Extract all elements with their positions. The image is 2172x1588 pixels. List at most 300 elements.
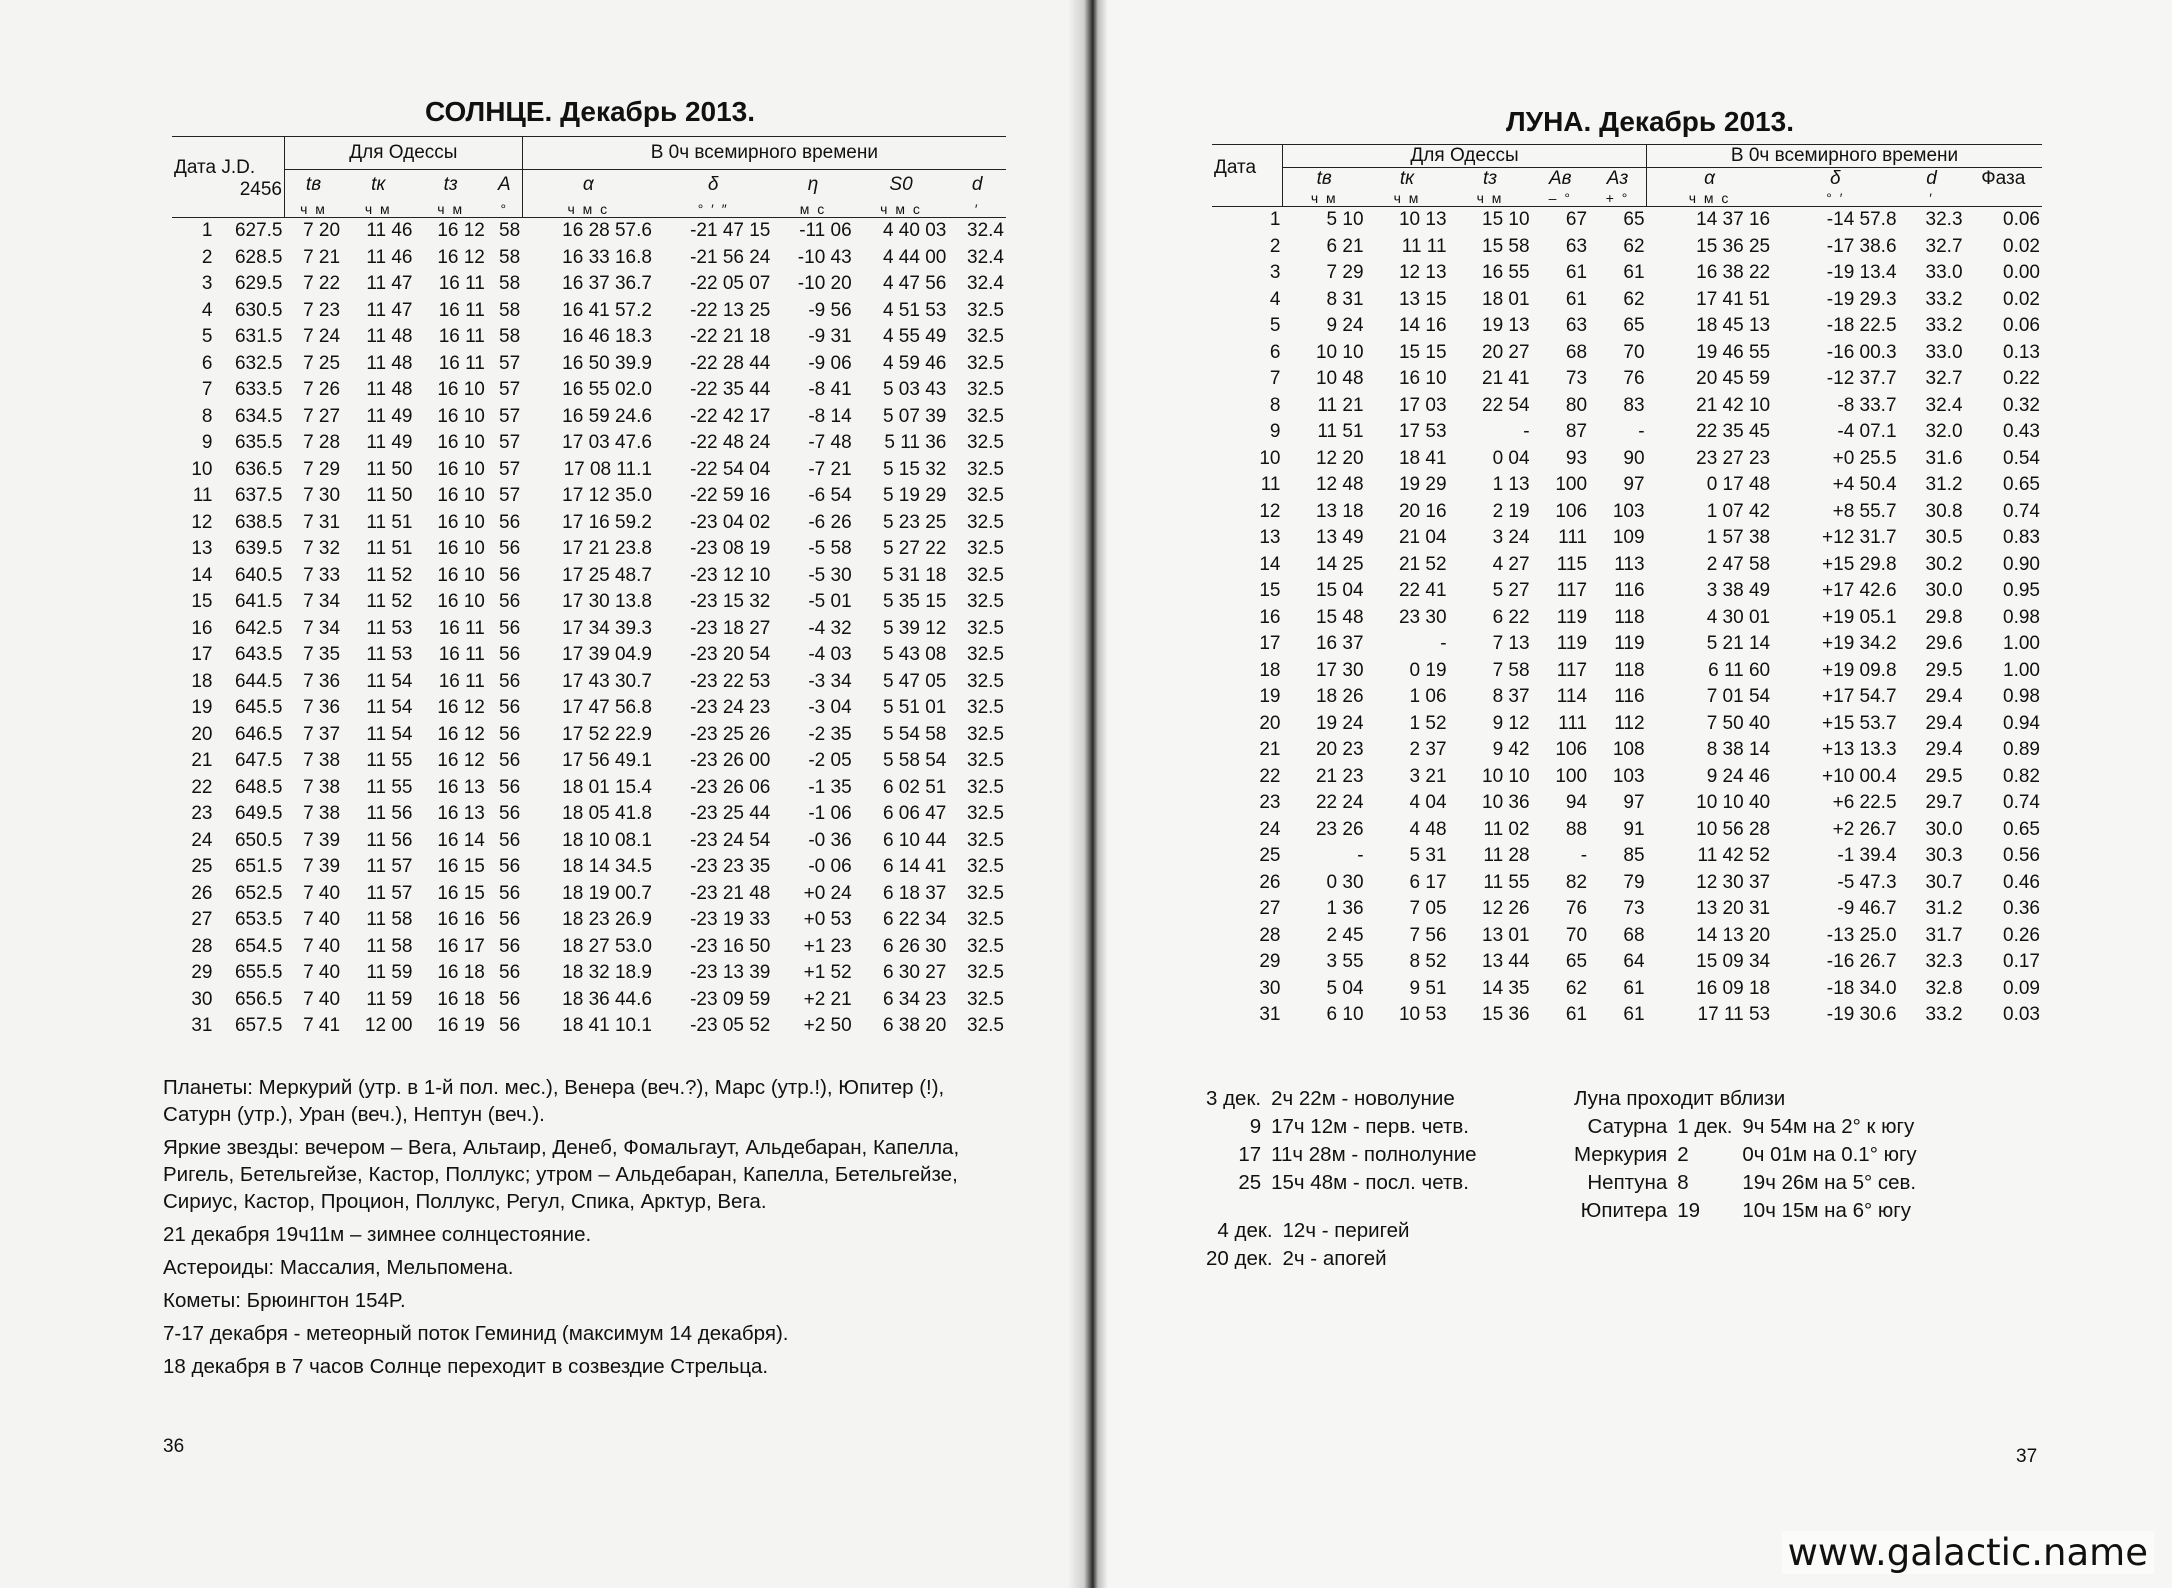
sun-cell: 17 30 13.8: [562, 591, 652, 612]
table-row: [172, 563, 1006, 590]
apsis-row: [1202, 1246, 1413, 1272]
sun-cell: -0 06: [808, 856, 852, 877]
near-row: [1570, 1198, 1921, 1224]
sun-unit-cell: ч м: [437, 201, 465, 217]
moon-cell: 16 55: [1482, 262, 1530, 283]
sun-cell: 16 18: [437, 962, 485, 983]
sun-col-header: tз: [443, 174, 458, 196]
table-row: [1212, 631, 2042, 658]
sun-cell: -22 54 04: [690, 458, 771, 480]
table-row: [1212, 949, 2042, 976]
sun-col-header: A: [497, 174, 511, 196]
moon-cell: 4 30 01: [1706, 606, 1771, 628]
sun-cell: 16 12: [437, 750, 485, 771]
moon-cell: 103: [1612, 500, 1645, 522]
moon-column-headers: [1212, 168, 2042, 191]
sun-cell: 32.5: [967, 432, 1004, 453]
moon-date-cell: 8: [1269, 394, 1281, 416]
sun-cell: 32.5: [967, 299, 1004, 321]
phase-row: [1202, 1114, 1481, 1140]
sun-cell: 11 56: [366, 829, 413, 851]
sun-cell: 56: [499, 591, 521, 612]
day: 2: [201, 246, 213, 268]
moon-cell: 65: [1565, 951, 1588, 972]
jd: 655.5: [234, 962, 283, 983]
moon-cell: 31.2: [1925, 474, 1963, 495]
sun-title: СОЛНЦЕ. Декабрь 2013.: [424, 96, 756, 127]
moon-cell: 2 37: [1409, 739, 1447, 760]
jd: 645.5: [234, 697, 283, 718]
sun-cell: -3 04: [808, 697, 852, 718]
moon-date-cell: 5: [1269, 315, 1281, 336]
moon-cell: 32.3: [1925, 209, 1963, 230]
phase-row-cell: 25: [1238, 1171, 1262, 1194]
moon-col-header: Фаза: [1981, 168, 2026, 189]
moon-cell: -19 30.6: [1826, 1004, 1897, 1025]
sun-cell: -8 41: [808, 379, 852, 400]
sun-unit-cell: ч м с: [880, 201, 922, 217]
moon-cell: +6 22.5: [1832, 792, 1897, 813]
phase-row-cell: 2ч 22м - новолуние: [1271, 1087, 1455, 1110]
sun-cell: -22 13 25: [690, 299, 771, 321]
sun-cell: 11 48: [366, 379, 413, 400]
sun-cell: 18 19 00.7: [562, 882, 652, 904]
table-row: [172, 828, 1006, 855]
near-row-cell: 19ч 26м на 5° сев.: [1742, 1171, 1917, 1194]
moon-cell: 70: [1623, 341, 1645, 363]
sun-cell: 32.4: [967, 273, 1004, 294]
moon-cell: 15 04: [1315, 580, 1364, 601]
sun-cell: 56: [499, 697, 521, 718]
moon-cell: 11 42 52: [1697, 845, 1771, 866]
moon-date-cell: 12: [1259, 500, 1281, 522]
sun-date-cell: [172, 271, 285, 298]
table-row: [1212, 605, 2042, 632]
sun-cell: 11 48: [366, 326, 413, 347]
moon-cell: 65: [1623, 315, 1645, 336]
sun-cell: -22 42 17: [690, 405, 771, 427]
apsis-row-cell: 2ч - апогей: [1282, 1247, 1387, 1270]
moon-cell: 22 35 45: [1696, 421, 1771, 442]
moon-cell: 7 13: [1492, 633, 1530, 654]
sun-cell: 5 07 39: [882, 405, 947, 427]
sun-cell: 4 44 00: [882, 246, 947, 268]
sun-date-cell: [172, 642, 285, 669]
moon-date-cell: 18: [1259, 659, 1281, 681]
moon-cell: -: [1580, 845, 1588, 866]
sun-cell: 56: [499, 962, 521, 983]
table-row: [172, 960, 1006, 987]
sun-date-cell: [172, 483, 285, 510]
sun-date-cell: [172, 351, 285, 378]
sun-note: 21 декабря 19ч11м – зимнее солнцестояние.: [163, 1223, 592, 1246]
sun-cell: 16 17: [437, 935, 485, 957]
sun-cell: 11 46: [366, 246, 413, 268]
jd: 653.5: [234, 909, 283, 930]
table-row: [172, 907, 1006, 934]
phase-row-cell: 15ч 48м - посл. четв.: [1271, 1171, 1469, 1194]
moon-cell: 0.98: [2003, 606, 2040, 628]
sun-cell: -21 47 15: [690, 220, 771, 241]
sun-cell: 16 15: [437, 856, 485, 877]
table-row: [172, 457, 1006, 484]
day: 13: [191, 538, 213, 559]
moon-cell: -: [1357, 845, 1364, 866]
moon-cell: 93: [1565, 447, 1588, 469]
sun-cell: -23 15 32: [690, 591, 771, 612]
moon-title: ЛУНА. Декабрь 2013.: [1506, 106, 1794, 137]
sun-cell: 4 40 03: [882, 220, 947, 241]
sun-cell: 32.5: [967, 352, 1004, 374]
moon-cell: 0.02: [2003, 288, 2040, 310]
moon-date-cell: 27: [1259, 898, 1281, 919]
moon-cell: 9 51: [1409, 977, 1447, 999]
moon-cell: 29.7: [1925, 792, 1963, 813]
sun-cell: 5 43 08: [882, 644, 947, 665]
moon-date-cell: 16: [1259, 606, 1281, 628]
jd: 647.5: [234, 750, 283, 771]
sun-cell: 5 23 25: [882, 511, 947, 533]
moon-cell: 30.7: [1925, 871, 1963, 893]
sun-cell: 11 50: [366, 458, 413, 480]
moon-cell: -19 13.4: [1826, 262, 1897, 283]
sun-cell: 57: [499, 432, 521, 453]
sun-cell: 16 10: [437, 564, 485, 586]
sun-cell: 16 46 18.3: [562, 326, 652, 347]
moon-cell: 11 02: [1483, 818, 1530, 840]
table-row: [172, 1013, 1006, 1040]
sun-cell: -10 43: [797, 246, 852, 268]
sun-cell: 32.4: [967, 220, 1004, 241]
moon-header-odessa: Для Одессы: [1283, 145, 1647, 168]
sun-cell: -1 35: [808, 776, 852, 798]
sun-date-cell: [172, 589, 285, 616]
sun-cell: 17 34 39.3: [562, 617, 652, 639]
moon-table: [1212, 144, 2042, 1029]
moon-date-cell: 10: [1259, 447, 1281, 469]
moon-cell: 11 51: [1317, 421, 1364, 442]
moon-cell: 14 25: [1315, 553, 1364, 575]
table-row: [1212, 499, 2042, 526]
sun-cell: 16 12: [437, 697, 485, 718]
near-row-cell: Меркурия: [1574, 1143, 1668, 1166]
day: 28: [191, 935, 213, 957]
moon-cell: 88: [1565, 818, 1588, 840]
sun-cell: 11 49: [366, 405, 413, 427]
moon-cell: 10 48: [1315, 368, 1364, 389]
moon-cell: 79: [1623, 871, 1645, 893]
near-row-cell: 9ч 54м на 2° к югу: [1742, 1115, 1915, 1138]
moon-cell: 70: [1565, 924, 1588, 946]
sun-cell: -4 03: [808, 644, 852, 665]
sun-cell: -9 06: [808, 352, 852, 374]
sun-col-header: tк: [371, 174, 386, 196]
sun-date-cell: [172, 324, 285, 351]
jd: 631.5: [234, 326, 283, 347]
sun-cell: 56: [499, 644, 521, 665]
moon-cell: 31.2: [1925, 898, 1963, 919]
moon-cell: 14 16: [1398, 315, 1447, 336]
sun-cell: 56: [499, 882, 521, 904]
moon-cell: 0.65: [2003, 818, 2040, 840]
table-row: [1212, 207, 2042, 234]
moon-cell: 3 55: [1326, 951, 1364, 972]
near-row-cell: Нептуна: [1587, 1171, 1668, 1194]
sun-cell: +1 23: [803, 935, 852, 957]
day: 24: [191, 829, 213, 851]
sun-cell: 56: [499, 803, 521, 824]
moon-cell: 21 52: [1398, 553, 1447, 575]
moon-cell: -: [1523, 421, 1530, 442]
sun-cell: -23 24 54: [690, 829, 771, 851]
table-row: [172, 669, 1006, 696]
sun-cell: 18 32 18.9: [562, 962, 652, 983]
sun-date-cell: [172, 854, 285, 881]
sun-header-ut: В 0ч всемирного времени: [522, 137, 1006, 170]
sun-cell: 56: [499, 511, 521, 533]
sun-cell: 18 41 10.1: [562, 1015, 652, 1036]
moon-cell: +8 55.7: [1832, 500, 1897, 522]
jd: 630.5: [234, 299, 283, 321]
sun-cell: 11 57: [366, 882, 413, 904]
sun-cell: -22 21 18: [690, 326, 771, 347]
sun-cell: -5 01: [808, 591, 852, 612]
moon-cell: 118: [1614, 606, 1645, 628]
sun-date-cell: [172, 245, 285, 272]
moon-cell: 90: [1623, 447, 1645, 469]
table-row: [1212, 234, 2042, 261]
sun-cell: 16 33 16.8: [562, 246, 652, 268]
moon-date-cell: 28: [1259, 924, 1281, 946]
moon-cell: 14 13 20: [1696, 924, 1771, 946]
moon-cell: 17 11 53: [1697, 1004, 1771, 1025]
moon-cell: 1 13: [1492, 474, 1530, 495]
moon-cell: 106: [1555, 739, 1588, 760]
moon-cell: 0 19: [1409, 659, 1447, 681]
sun-cell: 11 58: [366, 935, 413, 957]
moon-cell: 5 04: [1326, 977, 1364, 999]
table-row: [172, 271, 1006, 298]
moon-date-cell: 9: [1269, 421, 1281, 442]
sun-cell: 16 10: [437, 405, 485, 427]
moon-cell: 23 27 23: [1696, 447, 1771, 469]
sun-date-cell: [172, 801, 285, 828]
moon-cell: 1 36: [1326, 898, 1364, 919]
jd: 633.5: [234, 379, 283, 400]
day: 30: [191, 988, 213, 1010]
sun-cell: 7 40: [303, 962, 341, 983]
jd: 654.5: [234, 935, 283, 957]
sun-cell: 7 20: [303, 220, 341, 241]
moon-cell: 32.0: [1925, 421, 1963, 442]
table-row: [172, 536, 1006, 563]
jd: 650.5: [234, 829, 283, 851]
moon-date-cell: 15: [1259, 580, 1281, 601]
moon-cell: 12 13: [1398, 262, 1447, 283]
table-row: [172, 695, 1006, 722]
table-row: [172, 404, 1006, 431]
sun-cell: 7 26: [303, 379, 341, 400]
moon-cell: 12 26: [1482, 898, 1530, 919]
moon-cell: 0.94: [2003, 712, 2040, 734]
moon-cell: 30.0: [1925, 580, 1963, 601]
moon-cell: 62: [1565, 977, 1588, 999]
day: 15: [191, 591, 213, 612]
moon-cell: 61: [1565, 1004, 1588, 1025]
sun-cell: 11 51: [366, 538, 413, 559]
sun-cell: 18 23 26.9: [562, 909, 652, 930]
sun-cell: 56: [499, 988, 521, 1010]
sun-cell: 32.5: [967, 803, 1004, 824]
moon-cell: 9 42: [1492, 739, 1530, 760]
moon-date-cell: 19: [1259, 686, 1281, 707]
jd: 638.5: [234, 511, 283, 533]
sun-table: [172, 136, 1006, 1040]
sun-cell: 56: [499, 776, 521, 798]
moon-cell: 62: [1623, 288, 1645, 310]
day: 10: [191, 458, 213, 480]
sun-cell: 6 14 41: [882, 856, 947, 877]
moon-cell: 116: [1614, 686, 1645, 707]
table-row: [172, 642, 1006, 669]
moon-cell: 67: [1565, 209, 1588, 230]
sun-date-cell: [172, 377, 285, 404]
moon-cell: 32.7: [1925, 235, 1963, 257]
sun-cell: 56: [499, 617, 521, 639]
sun-cell: 16 10: [437, 485, 485, 506]
day: 3: [201, 273, 213, 294]
sun-cell: 4 59 46: [882, 352, 947, 374]
moon-cell: 29.4: [1925, 686, 1963, 707]
sun-cell: 7 24: [303, 326, 341, 347]
moon-cell: 5 31: [1409, 845, 1447, 866]
moon-cell: 0.06: [2003, 315, 2040, 336]
moon-cell: 11 28: [1483, 845, 1530, 866]
sun-cell: 11 55: [366, 750, 413, 771]
sun-cell: -21 56 24: [690, 246, 771, 268]
moon-cell: 5 10: [1326, 209, 1364, 230]
table-row: [1212, 340, 2042, 367]
sun-cell: +0 53: [803, 909, 852, 930]
sun-unit-cell: ′: [974, 201, 980, 217]
sun-cell: +0 24: [803, 882, 852, 904]
sun-cell: 7 28: [303, 432, 341, 453]
sun-cell: 56: [499, 750, 521, 771]
sun-cell: 32.5: [967, 935, 1004, 957]
sun-cell: 11 58: [366, 909, 413, 930]
sun-cell: -23 19 33: [690, 909, 771, 930]
moon-cell: 23 26: [1315, 818, 1364, 840]
moon-cell: 116: [1614, 580, 1645, 601]
sun-cell: 7 40: [303, 988, 341, 1010]
table-row: [172, 801, 1006, 828]
moon-cell: 117: [1556, 659, 1588, 681]
table-row: [1212, 711, 2042, 738]
moon-cell: 10 36: [1482, 792, 1530, 813]
sun-cell: 6 34 23: [882, 988, 947, 1010]
moon-cell: 97: [1623, 474, 1645, 495]
sun-cell: 32.5: [967, 485, 1004, 506]
sun-cell: 11 59: [366, 988, 413, 1010]
sun-cell: 57: [499, 485, 521, 506]
table-row: [172, 722, 1006, 749]
table-row: [172, 881, 1006, 908]
day: 27: [191, 909, 213, 930]
moon-cell: 3 38 49: [1706, 580, 1771, 601]
jd: 652.5: [234, 882, 283, 904]
sun-cell: 11 49: [366, 432, 413, 453]
moon-cell: 0.43: [2003, 421, 2040, 442]
moon-cell: 30.3: [1925, 845, 1963, 866]
moon-cell: 0.32: [2003, 394, 2040, 416]
jd: 657.5: [234, 1015, 283, 1036]
moon-cell: 0.46: [2003, 871, 2040, 893]
apsis-row-cell: 20 дек.: [1206, 1247, 1273, 1270]
page-number-left: 36: [163, 1436, 185, 1457]
near-row: [1570, 1170, 1921, 1196]
table-row: [1212, 1002, 2042, 1029]
sun-cell: 32.5: [967, 750, 1004, 771]
sun-cell: 7 27: [303, 405, 341, 427]
sun-cell: -7 21: [808, 458, 852, 480]
moon-cell: 32.3: [1925, 951, 1963, 972]
sun-cell: -23 08 19: [690, 538, 771, 559]
day: 21: [191, 750, 213, 771]
sun-cell: -22 05 07: [690, 273, 771, 294]
sun-cell: 5 58 54: [882, 750, 947, 771]
moon-cell: 61: [1623, 262, 1645, 283]
moon-cell: 7 58: [1492, 659, 1530, 681]
jd: 649.5: [234, 803, 283, 824]
jd: 641.5: [234, 591, 283, 612]
moon-cell: 0.36: [2003, 898, 2040, 919]
book-spine: [1068, 0, 1108, 1588]
moon-cell: 61: [1565, 288, 1588, 310]
moon-cell: 31.6: [1925, 447, 1963, 469]
moon-cell: 33.2: [1925, 1004, 1963, 1025]
table-row: [172, 377, 1006, 404]
sun-cell: 7 35: [303, 644, 341, 665]
moon-cell: 15 36: [1482, 1004, 1530, 1025]
sun-cell: 56: [499, 909, 521, 930]
sun-cell: 7 40: [303, 882, 341, 904]
sun-cell: 18 05 41.8: [562, 803, 652, 824]
sun-cell: -23 13 39: [690, 962, 771, 983]
moon-cell: 114: [1556, 686, 1588, 707]
sun-cell: -6 54: [808, 485, 852, 506]
day: 1: [201, 220, 213, 241]
moon-cell: -16 26.7: [1826, 951, 1897, 972]
moon-cell: 111: [1558, 527, 1588, 548]
moon-cell: 0.06: [2003, 209, 2040, 230]
jd: 639.5: [234, 538, 283, 559]
sun-cell: 16 12: [437, 246, 485, 268]
moon-unit-cell: – °: [1548, 190, 1572, 206]
moon-cell: 61: [1623, 977, 1645, 999]
moon-cell: 10 10: [1315, 341, 1364, 363]
moon-cell: 17 30: [1315, 659, 1364, 681]
moon-cell: 0.95: [2003, 580, 2040, 601]
day: 5: [201, 326, 213, 347]
sun-cell: 57: [499, 352, 521, 374]
table-row: [172, 775, 1006, 802]
sun-cell: 58: [499, 246, 521, 268]
sun-cell: 16 10: [437, 538, 485, 559]
sun-date-cell: [172, 457, 285, 484]
moon-cell: 19 46 55: [1696, 341, 1771, 363]
moon-cell: 10 10: [1482, 765, 1530, 787]
sun-cell: 56: [499, 829, 521, 851]
